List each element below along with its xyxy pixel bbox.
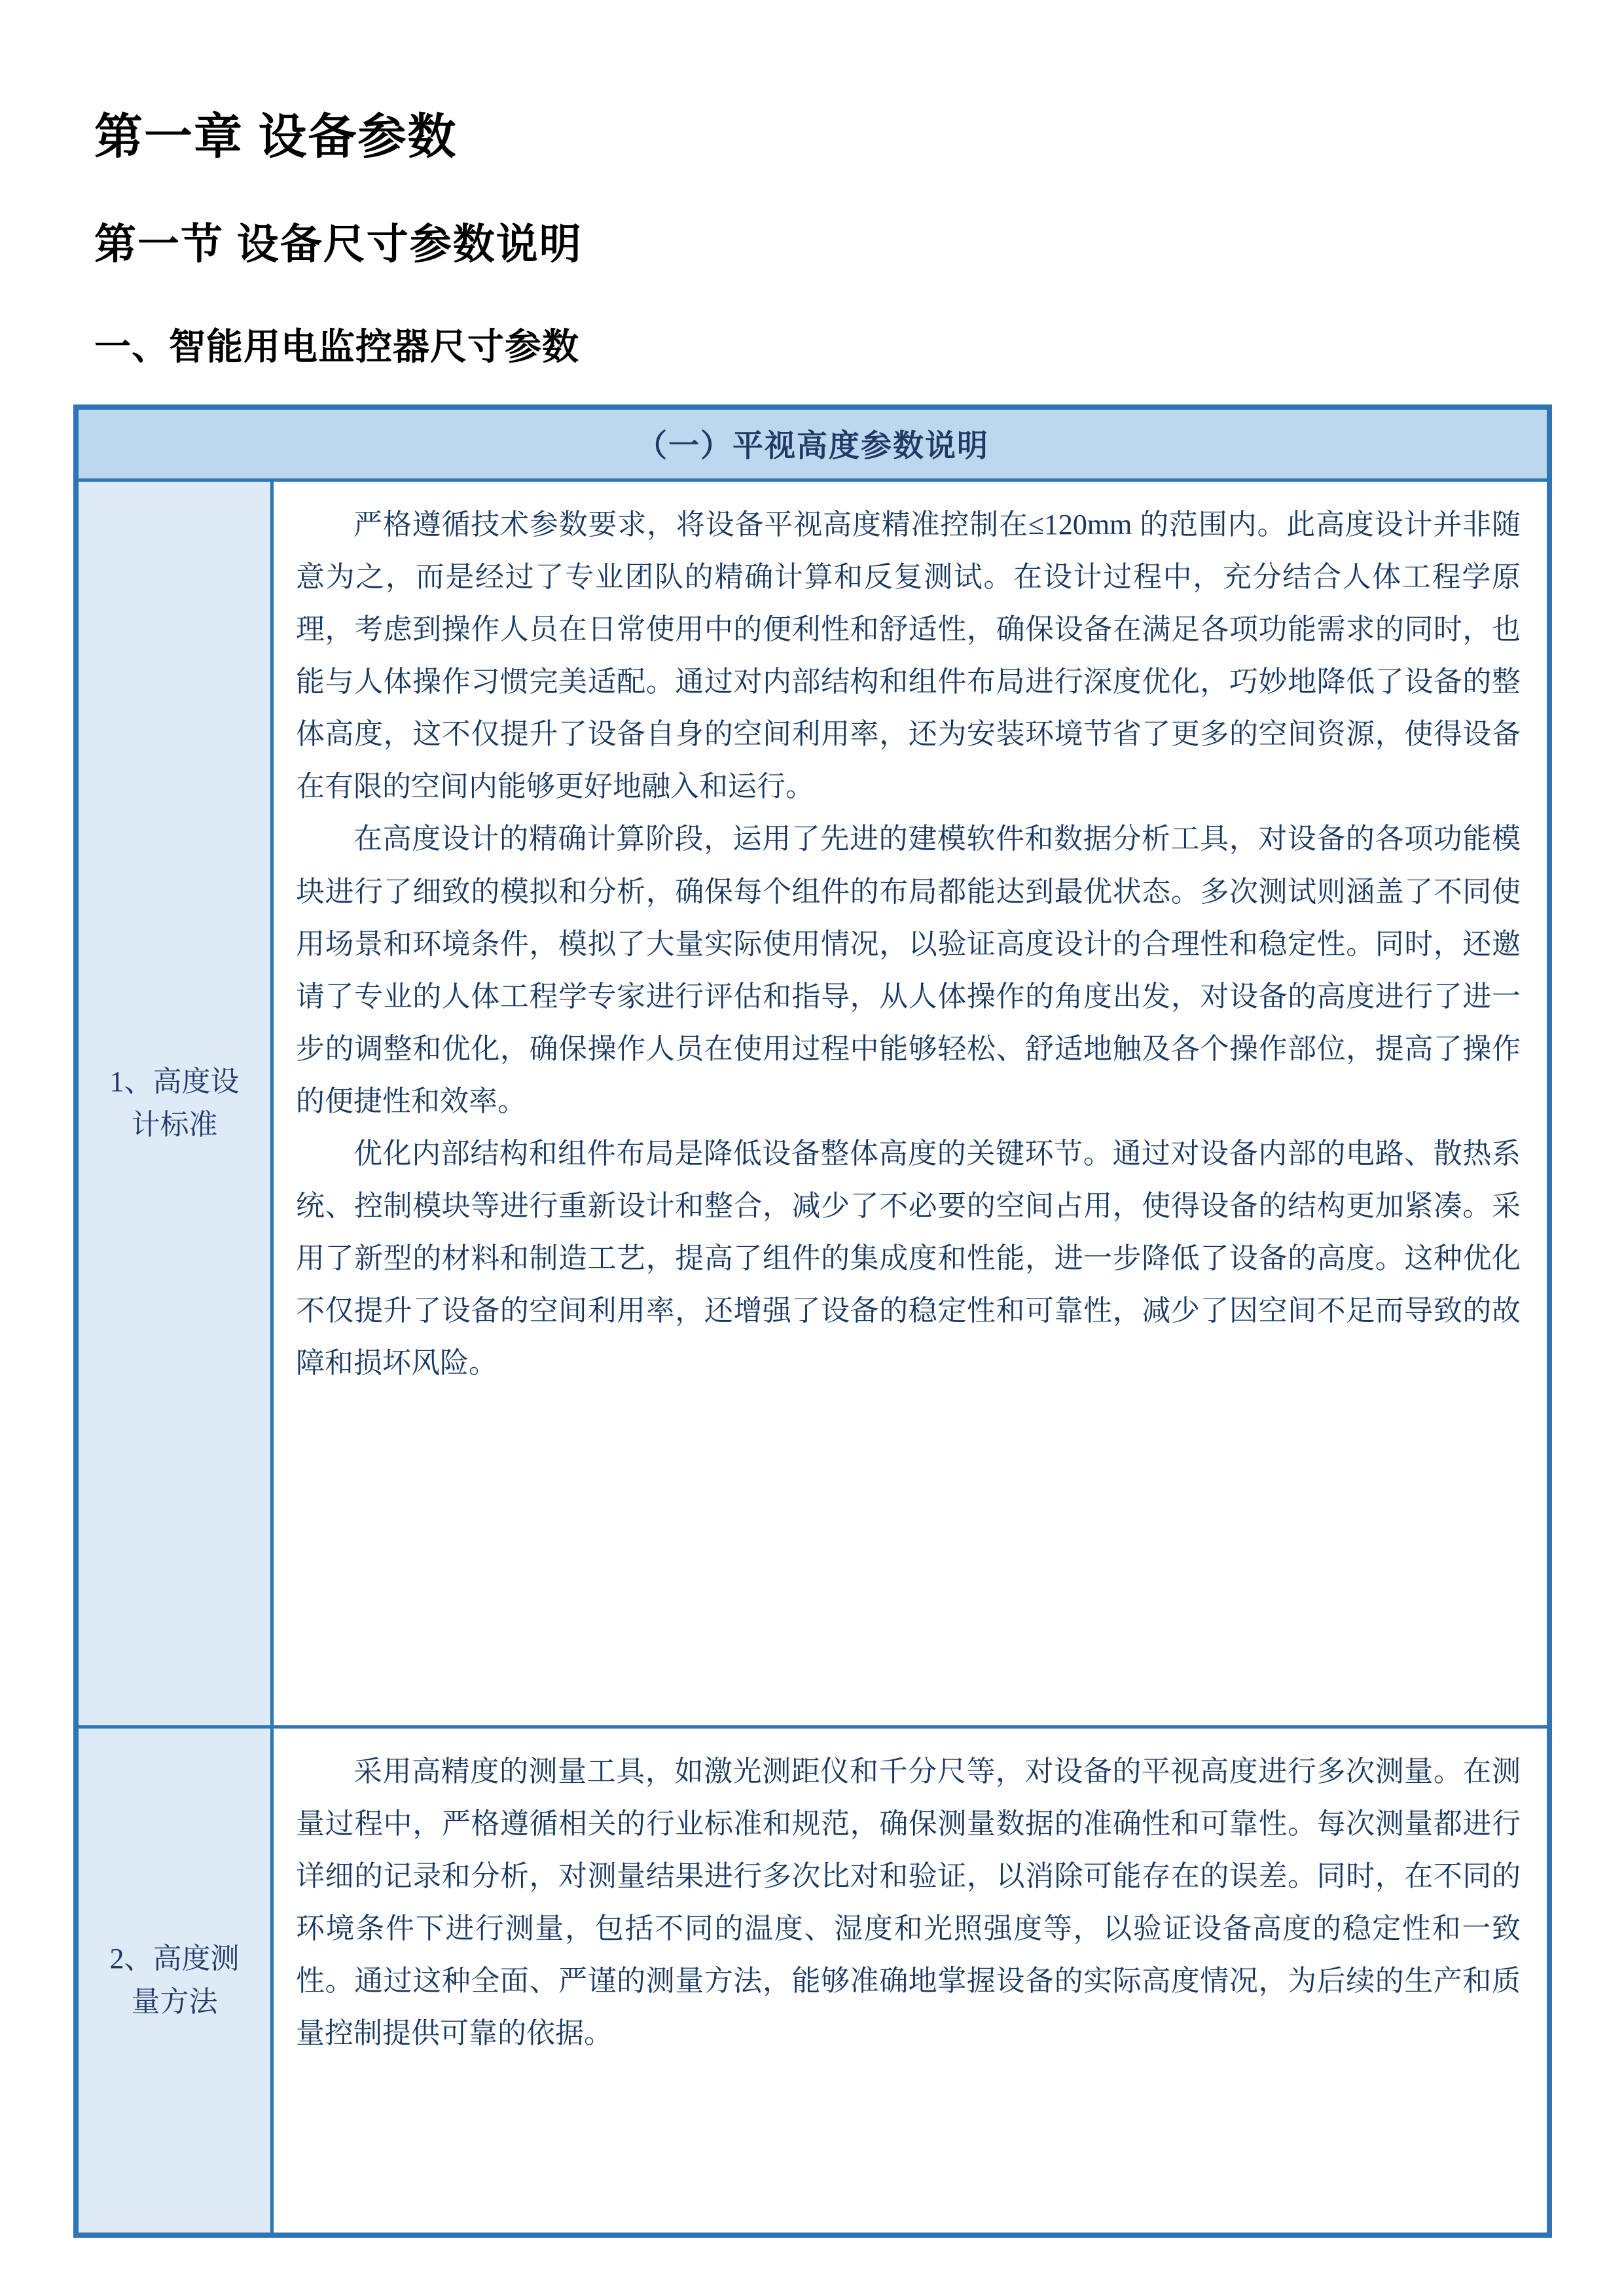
row-content-height-design-standard xyxy=(274,482,1547,1725)
table-row-height-design xyxy=(79,482,1547,1725)
subsection-title: 一、智能用电监控器尺寸参数 xyxy=(94,326,579,367)
parameter-table xyxy=(73,404,1552,2238)
row-label-height-measurement-method: 2、高度测量方法 xyxy=(79,1729,274,2233)
paragraph: 在高度设计的精确计算阶段，运用了先进的建模软件和数据分析工具，对设备的各项功能模块进行了细致的模拟和分析，确保每个组件的布局都能达到最优状态。多次测试则涵盖了不同使用场景和环境条件，模拟了大量实际使用情况，以验证高度设计的合理性和稳定性。同时，还邀请了专业的人体工程学专家进行评估和指导，从人体操作的角度出发，对设备的高度进行了进一步的调整和优化，确保操作人员在使用过程中能够轻松、舒适地触及各个操作部位，提高了操作的便捷性和效率。 xyxy=(296,823,1521,1117)
table-title: （一）平视高度参数说明 xyxy=(79,410,1547,482)
paragraph: 采用高精度的测量工具，如激光测距仪和千分尺等，对设备的平视高度进行多次测量。在测量过程中，严格遵循相关的行业标准和规范，确保测量数据的准确性和可靠性。每次测量都进行详细的记录和分析，对测量结果进行多次比对和验证，以消除可能存在的误差。同时，在不同的环境条件下进行测量，包括不同的温度、湿度和光照强度等，以验证设备高度的稳定性和一致性。通过这种全面、严谨的测量方法，能够准确地掌握设备的实际高度情况，为后续的生产和质量控制提供可靠的依据。 xyxy=(296,1755,1521,2050)
paragraph: 优化内部结构和组件布局是降低设备整体高度的关键环节。通过对设备内部的电路、散热系统、控制模块等进行重新设计和整合，减少了不必要的空间占用，使得设备的结构更加紧凑。采用了新型的材料和制造工艺，提高了组件的集成度和性能，进一步降低了设备的高度。这种优化不仅提升了设备的空间利用率，还增强了设备的稳定性和可靠性，减少了因空间不足而导致的故障和损坏风险。 xyxy=(296,1137,1521,1380)
paragraph: 严格遵循技术参数要求，将设备平视高度精准控制在≤120mm 的范围内。此高度设计并非随意为之，而是经过了专业团队的精确计算和反复测试。在设计过程中，充分结合人体工程学原理，考虑到操作人员在日常使用中的便利性和舒适性，确保设备在满足各项功能需求的同时，也能与人体操作习惯完美适配。通过对内部结构和组件布局进行深度优化，巧妙地降低了设备的整体高度，这不仅提升了设备自身的空间利用率，还为安装环境节省了更多的空间资源，使得设备在有限的空间内能够更好地融入和运行。 xyxy=(296,509,1521,803)
section-title: 第一节 设备尺寸参数说明 xyxy=(94,221,583,268)
chapter-title: 第一章 设备参数 xyxy=(94,109,458,164)
row-content-height-measurement-method xyxy=(274,1729,1547,2233)
table-row-height-measurement xyxy=(79,1725,1547,2233)
row-label-height-design-standard: 1、高度设计标准 xyxy=(79,482,274,1725)
